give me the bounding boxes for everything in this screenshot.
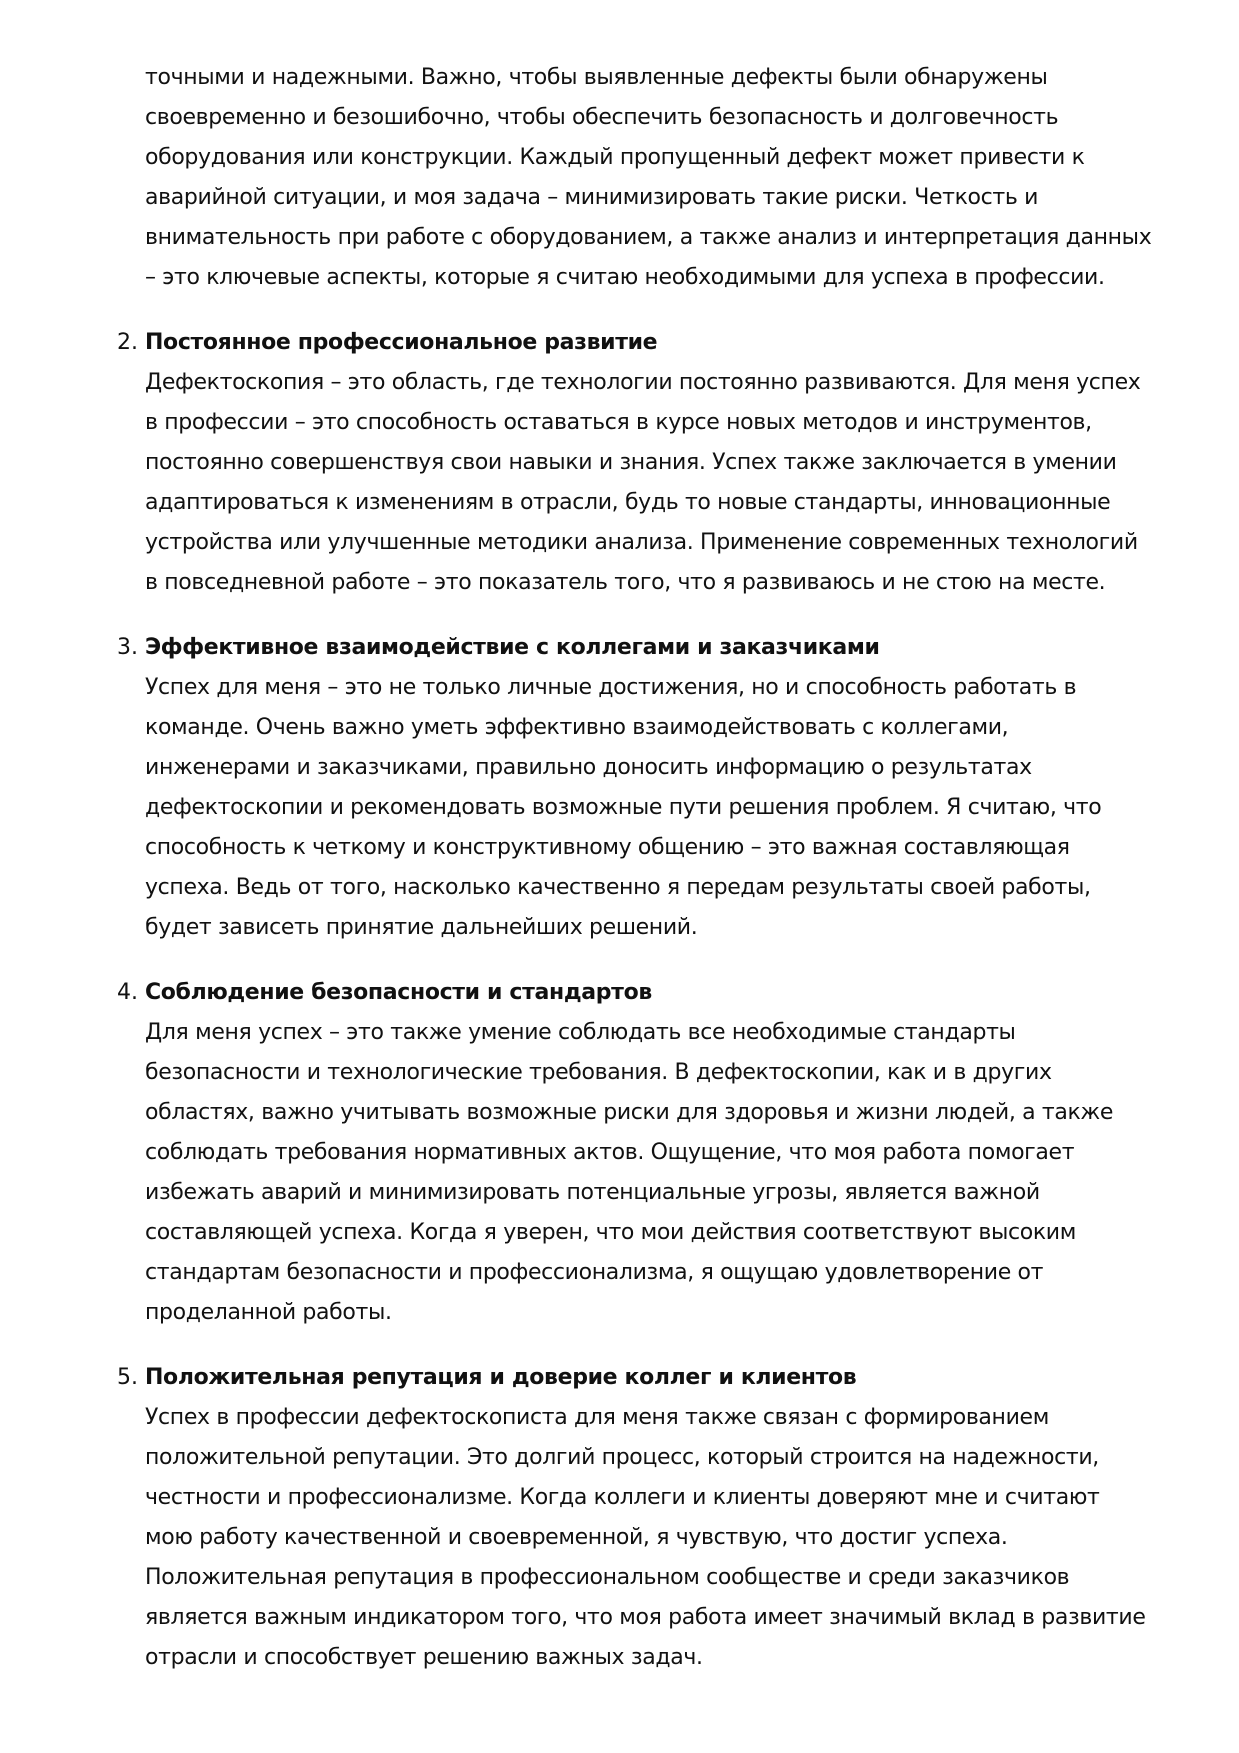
paragraph-line: избежать аварий и минимизировать потенциальные угрозы, является важной [145,1180,1040,1205]
list-item-title: Постоянное профессиональное развитие [145,330,658,355]
paragraph-line: областях, важно учитывать возможные риски для здоровья и жизни людей, а также [145,1100,1114,1125]
paragraph-line: положительной репутации. Это долгий процесс, который строится на надежности, [145,1445,1099,1470]
paragraph-line: команде. Очень важно уметь эффективно взаимодействовать с коллегами, [145,715,1009,740]
list-item-title: Соблюдение безопасности и стандартов [145,980,652,1005]
paragraph-line: Успех в профессии дефектоскописта для меня также связан с формированием [145,1405,1049,1430]
paragraph-line: Положительная репутация в профессиональном сообществе и среди заказчиков [145,1565,1070,1590]
paragraph-line: Успех для меня – это не только личные достижения, но и способность работать в [145,675,1077,700]
paragraph-line: успеха. Ведь от того, насколько качественно я передам результаты своей работы, [145,875,1091,900]
list-number: 3. [117,635,138,660]
paragraph-line: является важным индикатором того, что моя работа имеет значимый вклад в развитие [145,1605,1146,1630]
paragraph-line: точными и надежными. Важно, чтобы выявленные дефекты были обнаружены [145,65,1048,90]
paragraph-line: способность к четкому и конструктивному общению – это важная составляющая [145,835,1070,860]
list-number: 2. [117,330,138,355]
paragraph-line: инженерами и заказчиками, правильно доносить информацию о результатах [145,755,1032,780]
paragraph-line: оборудования или конструкции. Каждый пропущенный дефект может привести к [145,145,1085,170]
paragraph-line: адаптироваться к изменениям в отрасли, будь то новые стандарты, инновационные [145,490,1111,515]
paragraph-line: внимательность при работе с оборудованием, а также анализ и интерпретация данных [145,225,1152,250]
list-number: 5. [117,1365,138,1390]
paragraph-line: постоянно совершенствуя свои навыки и знания. Успех также заключается в умении [145,450,1117,475]
paragraph-line: отрасли и способствует решению важных задач. [145,1645,703,1670]
paragraph-line: дефектоскопии и рекомендовать возможные пути решения проблем. Я считаю, что [145,795,1102,820]
paragraph-line: мою работу качественной и своевременной, я чувствую, что достиг успеха. [145,1525,1008,1550]
paragraph-line: – это ключевые аспекты, которые я считаю необходимыми для успеха в профессии. [145,265,1105,290]
list-number: 4. [117,980,138,1005]
paragraph-line: в повседневной работе – это показатель того, что я развиваюсь и не стою на месте. [145,570,1106,595]
paragraph-line: своевременно и безошибочно, чтобы обеспечить безопасность и долговечность [145,105,1059,130]
paragraph-line: составляющей успеха. Когда я уверен, что мои действия соответствуют высоким [145,1220,1076,1245]
paragraph-line: будет зависеть принятие дальнейших решений. [145,915,698,940]
paragraph-line: стандартам безопасности и профессионализма, я ощущаю удовлетворение от [145,1260,1044,1285]
paragraph-line: безопасности и технологические требования. В дефектоскопии, как и в других [145,1060,1052,1085]
list-item-title: Положительная репутация и доверие коллег и клиентов [145,1365,857,1390]
paragraph-line: проделанной работы. [145,1300,392,1325]
paragraph-line: соблюдать требования нормативных актов. Ощущение, что моя работа помогает [145,1140,1075,1165]
paragraph-line: честности и профессионализме. Когда коллеги и клиенты доверяют мне и считают [145,1485,1100,1510]
list-item-title: Эффективное взаимодействие с коллегами и заказчиками [145,635,880,660]
paragraph-line: Дефектоскопия – это область, где технологии постоянно развиваются. Для меня успех [145,370,1141,395]
paragraph-line: Для меня успех – это также умение соблюдать все необходимые стандарты [145,1020,1016,1045]
paragraph-line: устройства или улучшенные методики анализа. Применение современных технологий [145,530,1138,555]
paragraph-line: в профессии – это способность оставаться в курсе новых методов и инструментов, [145,410,1092,435]
paragraph-line: аварийной ситуации, и моя задача – минимизировать такие риски. Четкость и [145,185,1039,210]
